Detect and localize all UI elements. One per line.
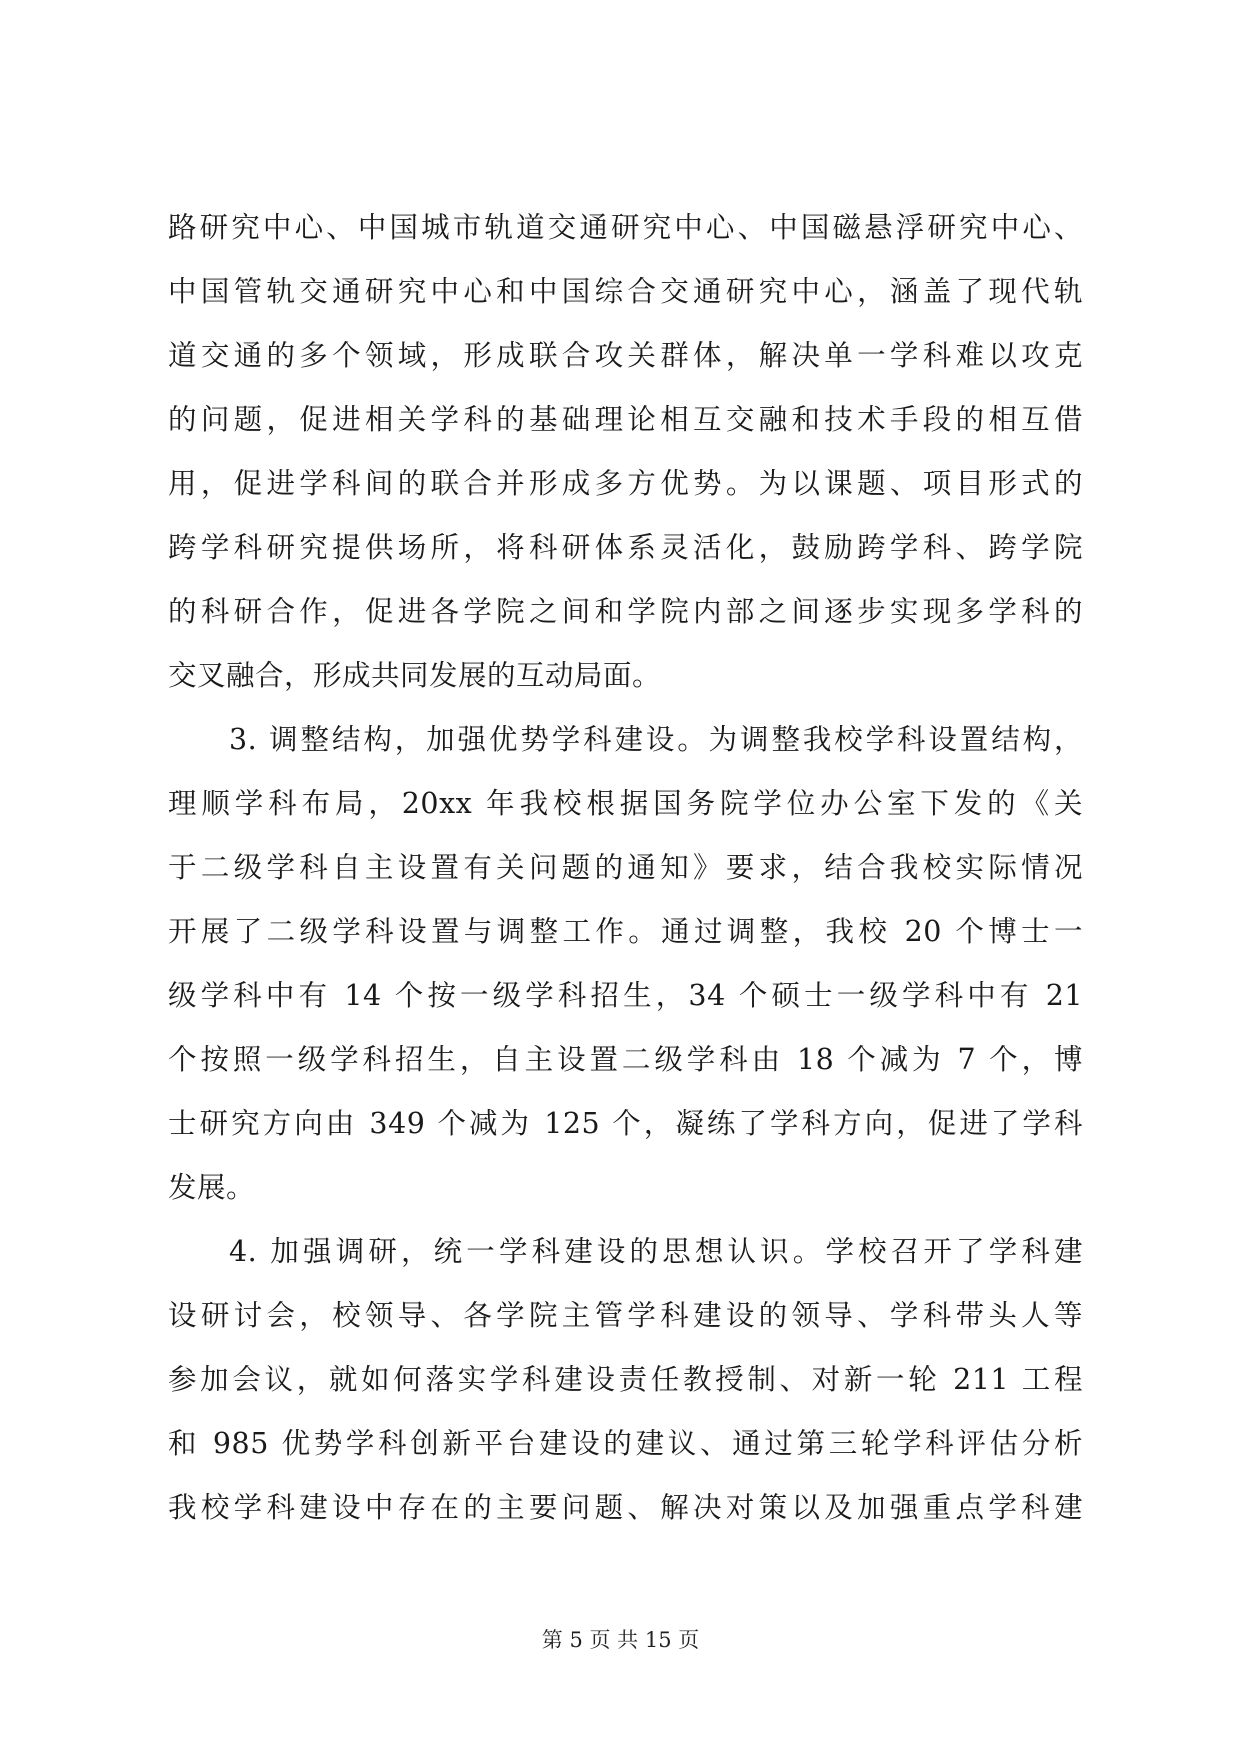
document-body bbox=[168, 196, 1083, 1540]
text-line: 跨学科研究提供场所，将科研体系灵活化，鼓励跨学科、跨学院 bbox=[168, 531, 1083, 564]
page-number-footer: 第 5 页 共 15 页 bbox=[541, 1628, 700, 1652]
paragraph-3 bbox=[168, 1220, 1083, 1540]
text-line: 设研讨会，校领导、各学院主管学科建设的领导、学科带头人等 bbox=[168, 1299, 1083, 1332]
text-line: 于二级学科自主设置有关问题的通知》要求，结合我校实际情况 bbox=[168, 851, 1083, 884]
text-line: 路研究中心、中国城市轨道交通研究中心、中国磁悬浮研究中心、 bbox=[168, 211, 1083, 244]
text-line: 参加会议，就如何落实学科建设责任教授制、对新一轮 211 工程 bbox=[168, 1363, 1083, 1396]
text-line: 3. 调整结构，加强优势学科建设。为调整我校学科设置结构， bbox=[229, 723, 1083, 756]
text-line: 理顺学科布局，20xx 年我校根据国务院学位办公室下发的《关 bbox=[168, 787, 1083, 820]
text-line: 发展。 bbox=[168, 1171, 256, 1204]
text-line: 个按照一级学科招生，自主设置二级学科由 18 个减为 7 个，博 bbox=[168, 1043, 1083, 1076]
text-line: 中国管轨交通研究中心和中国综合交通研究中心，涵盖了现代轨 bbox=[168, 275, 1083, 308]
text-line: 的科研合作，促进各学院之间和学院内部之间逐步实现多学科的 bbox=[168, 595, 1083, 628]
text-line: 的问题，促进相关学科的基础理论相互交融和技术手段的相互借 bbox=[168, 403, 1083, 436]
text-line: 开展了二级学科设置与调整工作。通过调整，我校 20 个博士一 bbox=[168, 915, 1083, 948]
text-line: 用，促进学科间的联合并形成多方优势。为以课题、项目形式的 bbox=[168, 467, 1083, 500]
text-line: 交叉融合，形成共同发展的互动局面。 bbox=[168, 659, 662, 692]
text-line: 我校学科建设中存在的主要问题、解决对策以及加强重点学科建 bbox=[168, 1491, 1083, 1524]
text-line: 道交通的多个领域，形成联合攻关群体，解决单一学科难以攻克 bbox=[168, 339, 1083, 372]
text-line: 4. 加强调研，统一学科建设的思想认识。学校召开了学科建 bbox=[229, 1235, 1083, 1268]
paragraph-1 bbox=[168, 196, 1083, 708]
text-line: 士研究方向由 349 个减为 125 个，凝练了学科方向，促进了学科 bbox=[168, 1107, 1083, 1140]
paragraph-2 bbox=[168, 708, 1083, 1220]
text-line: 级学科中有 14 个按一级学科招生，34 个硕士一级学科中有 21 bbox=[168, 979, 1083, 1012]
text-line: 和 985 优势学科创新平台建设的建议、通过第三轮学科评估分析 bbox=[168, 1427, 1083, 1460]
